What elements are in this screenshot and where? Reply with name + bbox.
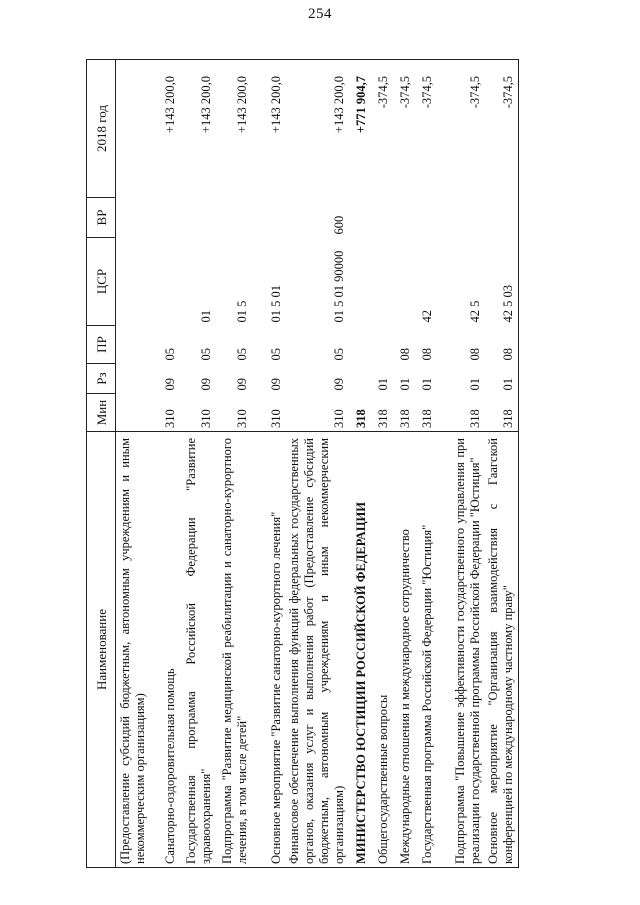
cell-pr: 08 xyxy=(419,348,434,361)
cell-pr xyxy=(116,326,150,364)
cell-csr: 01 5 01 90000 xyxy=(331,250,346,323)
cell-amount: +143 200,0 xyxy=(252,60,286,198)
cell-csr xyxy=(349,238,371,326)
cell-pr xyxy=(371,326,393,364)
cell-pr: 05 xyxy=(198,348,213,361)
cell-amount: -374,5 xyxy=(371,60,393,198)
table-body xyxy=(116,60,519,868)
cell-rz: 09 xyxy=(162,378,177,391)
cell-rz: 09 xyxy=(234,378,249,391)
cell-amount: +143 200,0 xyxy=(216,60,252,198)
cell-csr: 42 xyxy=(419,310,434,323)
cell-amount: +143 200,0 xyxy=(180,60,216,198)
cell-min: 318 xyxy=(419,409,434,428)
cell-rz: 09 xyxy=(198,378,213,391)
cell-name: Санаторно-оздоровительная помощь xyxy=(150,432,180,868)
cell-csr: 42 5 03 xyxy=(485,238,519,326)
cell-rz: 01 xyxy=(419,378,434,391)
cell-vr xyxy=(150,198,180,238)
cell-rz xyxy=(116,364,150,394)
header-name: Наименование xyxy=(87,432,116,868)
header-min: Мин xyxy=(87,394,116,432)
cell-min: 318 xyxy=(467,409,482,428)
table-row xyxy=(252,60,286,868)
table-row xyxy=(180,60,216,868)
cell-min: 310 xyxy=(234,409,249,428)
cell-vr xyxy=(485,198,519,238)
cell-name: Основное мероприятие "Организация взаимодействия с Гаагской конференцией по международному частному праву" xyxy=(485,432,519,868)
cell-csr xyxy=(150,238,180,326)
cell-amount: +143 200,0 xyxy=(286,60,349,198)
table-row xyxy=(437,60,485,868)
table-row xyxy=(286,60,349,868)
cell-vr xyxy=(252,198,286,238)
cell-min: 318 xyxy=(485,394,519,432)
header-year: 2018 год xyxy=(87,60,116,198)
cell-name: Подпрограмма "Развитие медицинской реабилитации и санаторно-курортного лечения, в том числе детей" xyxy=(216,432,252,868)
cell-pr: 08 xyxy=(467,348,482,361)
cell-vr xyxy=(415,198,437,238)
budget-table xyxy=(86,59,519,868)
cell-rz: 09 xyxy=(331,378,346,391)
cell-vr xyxy=(180,198,216,238)
cell-name: Общегосударственные вопросы xyxy=(371,432,393,868)
cell-amount: -374,5 xyxy=(415,60,437,198)
cell-min: 310 xyxy=(331,409,346,428)
cell-pr: 05 xyxy=(162,348,177,361)
cell-csr: 42 5 xyxy=(467,300,482,323)
cell-name: Государственная программа Российской Федерации "Юстиция" xyxy=(415,432,437,868)
cell-pr: 08 xyxy=(485,326,519,364)
cell-amount xyxy=(116,60,150,198)
cell-rz: 01 xyxy=(485,364,519,394)
cell-name: Подпрограмма "Повышение эффективности государственного управления при реализации государственной программы Российской Федерации "Юстиция" xyxy=(437,432,485,868)
table-row xyxy=(485,60,519,868)
cell-amount: -374,5 xyxy=(437,60,485,198)
cell-csr xyxy=(116,238,150,326)
cell-pr: 05 xyxy=(268,348,283,361)
cell-name: (Предоставление субсидий бюджетным, автономным учреждениям и иным некоммерческим организациям) xyxy=(116,432,150,868)
table-row xyxy=(393,60,415,868)
cell-csr: 01 xyxy=(198,310,213,323)
cell-vr xyxy=(393,198,415,238)
cell-rz: 01 xyxy=(397,378,412,391)
cell-amount: -374,5 xyxy=(393,60,415,198)
cell-rz: 01 xyxy=(375,378,390,391)
cell-csr: 01 5 xyxy=(234,300,249,323)
cell-rz: 09 xyxy=(268,378,283,391)
cell-vr: 600 xyxy=(331,215,346,235)
cell-name: МИНИСТЕРСТВО ЮСТИЦИИ РОССИЙСКОЙ ФЕДЕРАЦИИ xyxy=(349,432,371,868)
page-number: 254 xyxy=(308,6,332,22)
table-row xyxy=(415,60,437,868)
cell-pr: 08 xyxy=(397,348,412,361)
cell-name: Государственная программа Российской Федерации "Развитие здравоохранения" xyxy=(180,432,216,868)
header-vr: ВР xyxy=(87,198,116,238)
cell-csr: 01 5 01 xyxy=(268,285,283,323)
cell-amount: -374,5 xyxy=(485,60,519,198)
cell-amount: +771 904,7 xyxy=(349,60,371,198)
cell-min: 310 xyxy=(268,409,283,428)
cell-csr xyxy=(371,238,393,326)
cell-amount: +143 200,0 xyxy=(150,60,180,198)
cell-rz: 01 xyxy=(467,378,482,391)
cell-min: 318 xyxy=(353,409,368,428)
cell-min: 310 xyxy=(198,409,213,428)
table-row xyxy=(216,60,252,868)
cell-pr xyxy=(349,326,371,364)
table-row xyxy=(371,60,393,868)
table-row xyxy=(349,60,371,868)
table-row xyxy=(150,60,180,868)
rotated-table-container xyxy=(86,60,558,868)
cell-pr: 05 xyxy=(331,348,346,361)
cell-pr: 05 xyxy=(234,348,249,361)
cell-vr xyxy=(437,198,485,238)
header-row xyxy=(87,60,116,868)
cell-vr xyxy=(216,198,252,238)
header-csr: ЦСР xyxy=(87,238,116,326)
cell-name: Финансовое обеспечение выполнения функций федеральных государственных органов, оказания услуг и выполнения работ (Предоставление субсидий бюджетным, автономным учреждениям и иным некоммерческим организациям) xyxy=(286,432,349,868)
cell-min: 318 xyxy=(397,409,412,428)
header-pr: ПР xyxy=(87,326,116,364)
cell-min xyxy=(116,394,150,432)
cell-min: 310 xyxy=(162,409,177,428)
cell-vr xyxy=(371,198,393,238)
cell-name: Основное мероприятие "Развитие санаторно-курортного лечения" xyxy=(252,432,286,868)
cell-min: 318 xyxy=(375,409,390,428)
cell-csr xyxy=(393,238,415,326)
cell-name: Международные отношения и международное сотрудничество xyxy=(393,432,415,868)
cell-vr xyxy=(116,198,150,238)
cell-vr xyxy=(349,198,371,238)
cell-rz xyxy=(349,364,371,394)
header-rz: Рз xyxy=(87,364,116,394)
table-row xyxy=(116,60,150,868)
